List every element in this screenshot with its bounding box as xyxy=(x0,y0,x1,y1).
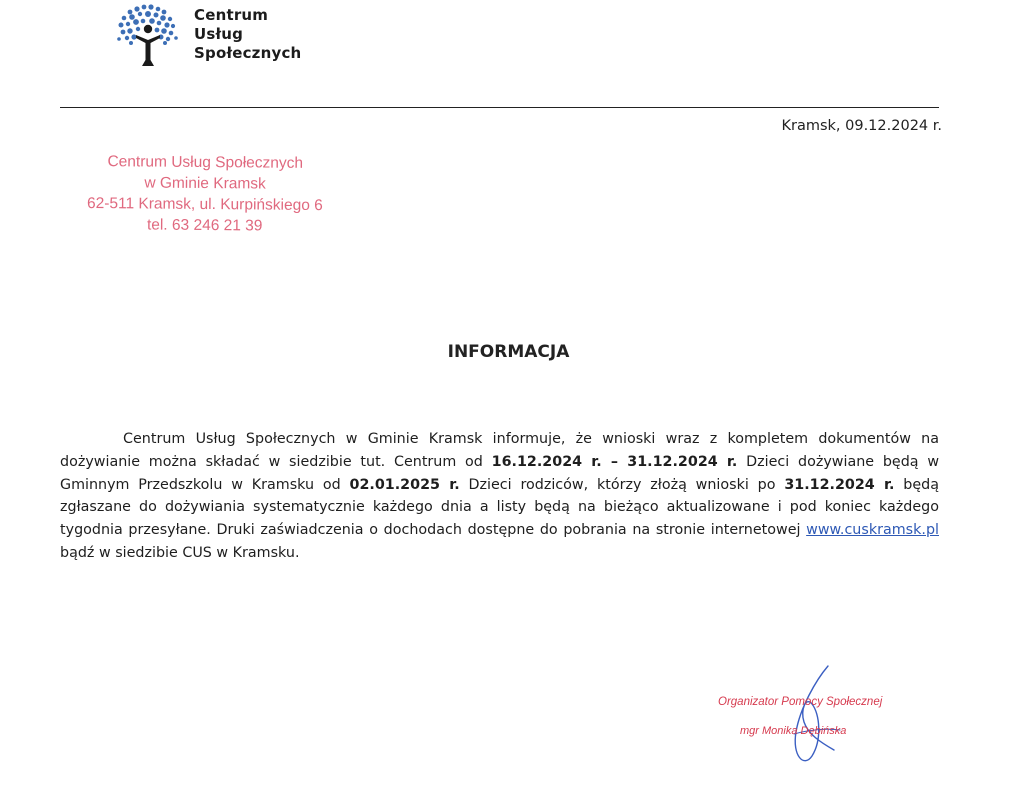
text-segment: Dzieci dożywiane będą w Gminnym Przedszkolu w Kramsku od xyxy=(60,453,940,493)
text-segment: będą zgłaszane do dożywiania systematycznie każdego dnia a listy będą na bieżąco aktualizowane i pod koniec każdego tygodnia przesyłane. Druki zaświadczenia o dochodach dostępne do pobrania na stronie internetowej xyxy=(60,476,939,539)
logo-line-3: Społecznych xyxy=(194,44,302,62)
header-divider xyxy=(60,107,939,108)
text-segment: Dzieci rodziców, którzy złożą wnioski po xyxy=(459,476,785,493)
logo-line-1: Centrum xyxy=(194,6,269,24)
document-heading: INFORMACJA xyxy=(447,342,570,362)
institution-stamp xyxy=(40,151,371,238)
document-date: Kramsk, 09.12.2024 r. xyxy=(781,118,942,134)
tree-logo-icon xyxy=(112,2,190,76)
signatory-role: Organizator Pomocy Społecznej xyxy=(718,696,883,708)
date-range: 16.12.2024 r. – 31.12.2024 r. xyxy=(491,453,738,470)
body-paragraph xyxy=(60,428,939,565)
signatory-name: mgr Monika Dębińska xyxy=(740,725,847,737)
start-date: 02.01.2025 r. xyxy=(349,476,460,493)
text-segment: Centrum Usług Społecznych w Gminie Kramsk informuje, że wnioski wraz z kompletem dokumentów na dożywianie można składać w siedzibie tut. Centrum od xyxy=(60,431,939,470)
logo xyxy=(112,2,352,77)
website-link[interactable]: www.cuskramsk.pl xyxy=(806,522,939,539)
text-segment: bądź w siedzibie CUS w Kramsku. xyxy=(60,544,300,561)
stamp-line-2: w Gminie Kramsk xyxy=(144,174,266,193)
handwritten-signature-icon xyxy=(708,660,938,780)
stamp-line-1: Centrum Usług Społecznych xyxy=(107,153,304,172)
logo-text xyxy=(194,6,301,63)
logo-line-2: Usług xyxy=(194,25,244,43)
document-body xyxy=(60,428,939,565)
signature-block xyxy=(708,660,938,780)
stamp-line-3: 62-511 Kramsk, ul. Kurpińskiego 6 xyxy=(86,194,323,215)
stamp-line-4: tel. 63 246 21 39 xyxy=(146,216,263,235)
deadline-date: 31.12.2024 r. xyxy=(784,476,895,493)
